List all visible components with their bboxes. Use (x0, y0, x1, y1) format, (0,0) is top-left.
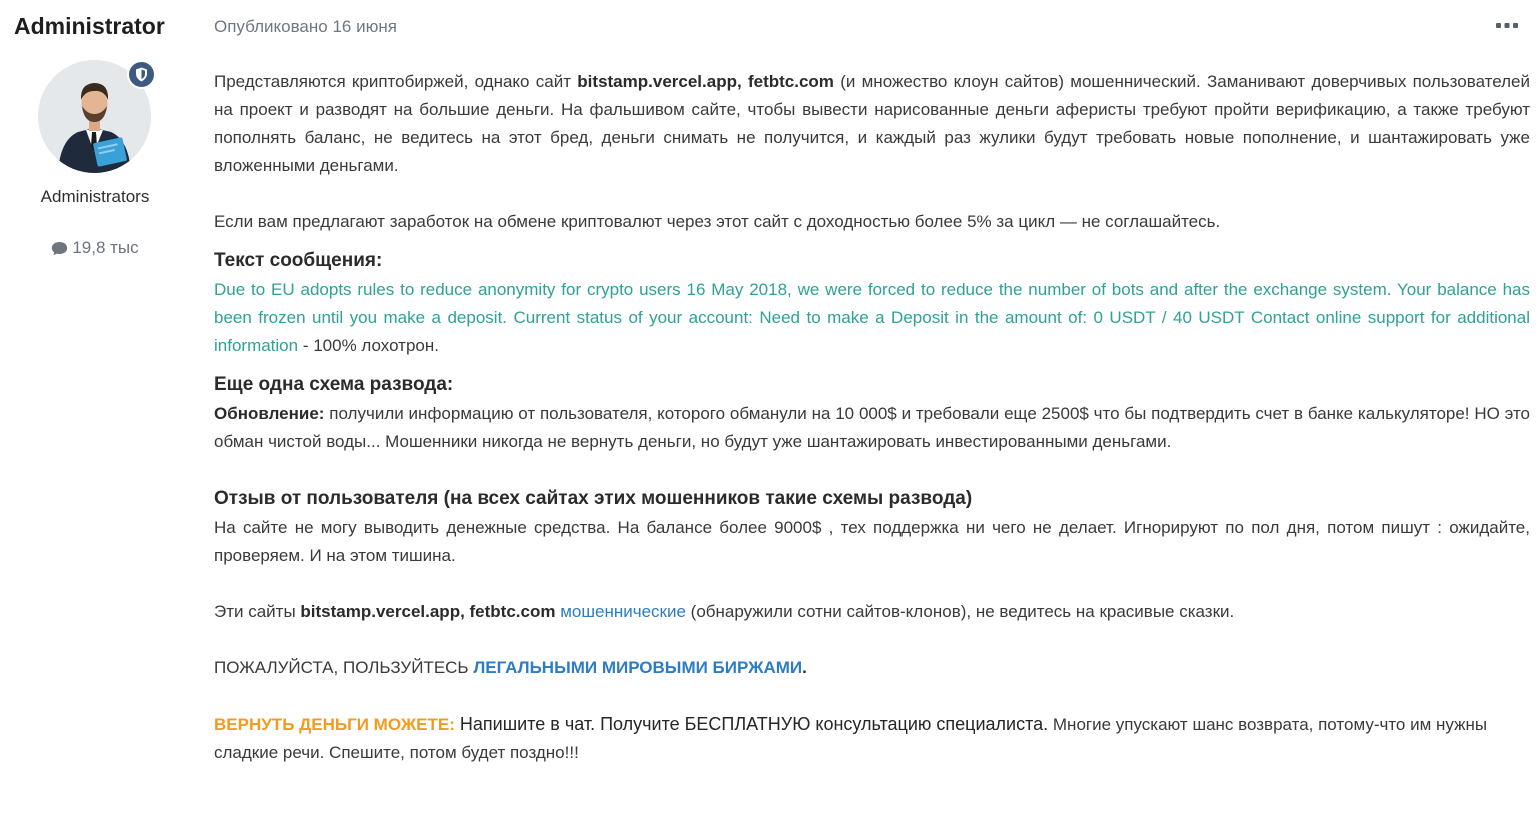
return-paragraph (214, 710, 1530, 767)
post-count-value: 19,8 тыс (72, 238, 139, 257)
update-paragraph (214, 400, 1530, 456)
post-count (0, 238, 190, 258)
scheme-heading: Еще одна схема развода: (214, 374, 454, 395)
review-paragraph: На сайте не могу выводить денежные средства. На балансе более 9000$ , тех поддержка ни чего не делает. Игнорируют по пол дня, потом пишут : ожидайте, проверяем. И на этом тишина. (214, 518, 1530, 565)
legal-text-start: ПОЖАЛУЙСТА, ПОЛЬЗУЙТЕСЬ (214, 658, 474, 677)
author-name[interactable]: Administrator (14, 13, 165, 39)
scam-message-quote: Due to EU adopts rules to reduce anonymity for crypto users 16 May 2018, we were forced to reduce the number of bots and after the exchange system. Your balance has been frozen until you make a deposit. Current status of your account: Need to make a Deposit in the amount of: 0 USDT / 40 USDT Contact online support for additional information (214, 280, 1530, 355)
author-panel (0, 0, 190, 819)
warning-paragraph: Если вам предлагают заработок на обмене криптовалют через этот сайт с доходностью более 5% за цикл — не соглашайтесь. (214, 212, 1221, 231)
intro-text-start: Представляются криптобиржей, однако сайт (214, 72, 578, 91)
sites-text-start: Эти сайты (214, 602, 301, 621)
intro-paragraph (214, 68, 1530, 180)
update-text: получили информацию от пользователя, которого обманули на 10 000$ и требовали еще 2500$ что бы подтвердить счет в банке калькуляторе! НО это обман чистой воды... Мошенники никогда не вернуть деньги, но будут уже шантажировать инвестированными деньгами. (214, 404, 1530, 451)
legal-text-end: . (802, 658, 807, 677)
intro-text-end: (и множество клоун сайтов) мошеннический. Заманивают доверчивых пользователей на проект и разводят на большие деньги. На фальшивом сайте, чтобы вывести нарисованные деньги аферисты требуют пройти верификацию, а также требуют пополнять баланс, не ведитесь на этот бред, деньги снимать не получится, и каждый раз жулики будут требовать новые пополнение, и шантажировать уже вложенными деньгами. (214, 72, 1530, 175)
moderator-badge (127, 60, 156, 89)
post-date[interactable]: Опубликовано 16 июня (214, 17, 397, 36)
avatar-wrapper[interactable] (38, 60, 151, 173)
legal-paragraph (214, 654, 1530, 682)
author-group: Administrators (40, 187, 150, 206)
return-label: ВЕРНУТЬ ДЕНЬГИ МОЖЕТЕ: (214, 715, 455, 734)
message-heading: Текст сообщения: (214, 250, 383, 271)
scam-sites-bold: bitstamp.vercel.app, fetbtc.com (577, 72, 834, 91)
post-content (214, 68, 1530, 767)
return-cta: Напишите в чат. Получите БЕСПЛАТНУЮ консультацию специалиста. (454, 714, 1049, 734)
sites-bold: bitstamp.vercel.app, fetbtc.com (300, 602, 556, 621)
message-suffix: - 100% лохотрон. (298, 336, 439, 355)
sites-text-end: (обнаружили сотни сайтов-клонов), не ведитесь на красивые сказки. (685, 602, 1235, 621)
update-label: Обновление: (214, 404, 325, 423)
review-heading: Отзыв от пользователя (на всех сайтах этих мошенников такие схемы развода) (214, 488, 973, 509)
shield-icon (135, 67, 148, 82)
post-menu-button[interactable] (1490, 14, 1524, 38)
return-text: Многие упускают шанс возврата, потому-что им нужны сладкие речи. Спешите, потом будет поздно!!! (214, 715, 1488, 762)
sites-paragraph (214, 598, 1530, 626)
more-dots-icon (1496, 23, 1518, 29)
comment-icon (51, 241, 68, 256)
legal-exchanges-link[interactable]: ЛЕГАЛЬНЫМИ МИРОВЫМИ БИРЖАМИ (473, 658, 803, 677)
fraud-link[interactable]: мошеннические (560, 602, 686, 621)
message-paragraph (214, 276, 1530, 360)
